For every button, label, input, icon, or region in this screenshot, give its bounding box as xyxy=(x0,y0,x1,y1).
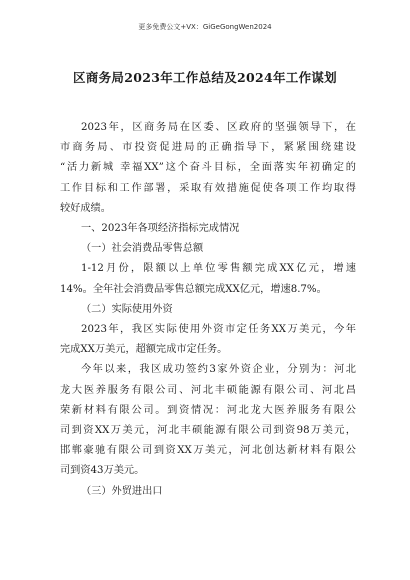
paragraph-line: 一、2023年各项经济指标完成情况 xyxy=(81,223,240,235)
paragraph-line: 荣新材料有限公司。到资情况：河北龙大医养服务有限公 xyxy=(60,404,356,416)
paragraph-line: 完成XX万美元，超额完成市定任务。 xyxy=(60,344,228,356)
paragraph-line: 2023年，区商务局在区委、区政府的坚强领导下，在 xyxy=(81,122,356,133)
paragraph-line: 1-12月份，限额以上单位零售额完成XX亿元，增速 xyxy=(81,263,356,275)
paragraph-line: 14%。全年社会消费品零售总额完成XX亿元，增速8.7%。 xyxy=(60,283,327,295)
paragraph-line: 今年以来，我区成功签约3家外资企业，分别为：河北 xyxy=(81,364,356,376)
paragraph-line: 司到资XX万美元，河北丰硕能源有限公司到资98万美元， xyxy=(60,425,356,437)
document-title: 区商务局2023年工作总结及2024年工作谋划 xyxy=(73,70,337,85)
paragraph-line: 邯郸豪驰有限公司到资XX万美元，河北创达新材料有限公 xyxy=(60,445,356,457)
paragraph-line: 司到资43万美元。 xyxy=(60,465,145,477)
paragraph-line: 龙大医养服务有限公司、河北丰硕能源有限公司、河北昌 xyxy=(60,384,356,396)
paragraph-line: 市商务局、市投资促进局的正确指导下，紧紧围绕建设 xyxy=(60,142,356,154)
paragraph-line: （一）社会消费品零售总额 xyxy=(81,243,204,255)
paragraph-line: 较好成绩。 xyxy=(60,202,111,214)
header-note: 更多免费公文+VX：GiGeGongWen2024 xyxy=(138,23,272,31)
paragraph-line: （三）外贸进出口 xyxy=(81,485,163,497)
paragraph-line: 工作目标和工作部署，采取有效措施促使各项工作均取得 xyxy=(60,182,356,194)
paragraph-line: 2023年，我区实际使用外资市定任务XX万美元，今年 xyxy=(81,324,356,336)
paragraph-line: （二）实际使用外资 xyxy=(81,303,173,315)
paragraph-line: “活力新城 幸福XX”这个奋斗目标，全面落实年初确定的 xyxy=(60,162,356,174)
document-body xyxy=(60,118,356,502)
